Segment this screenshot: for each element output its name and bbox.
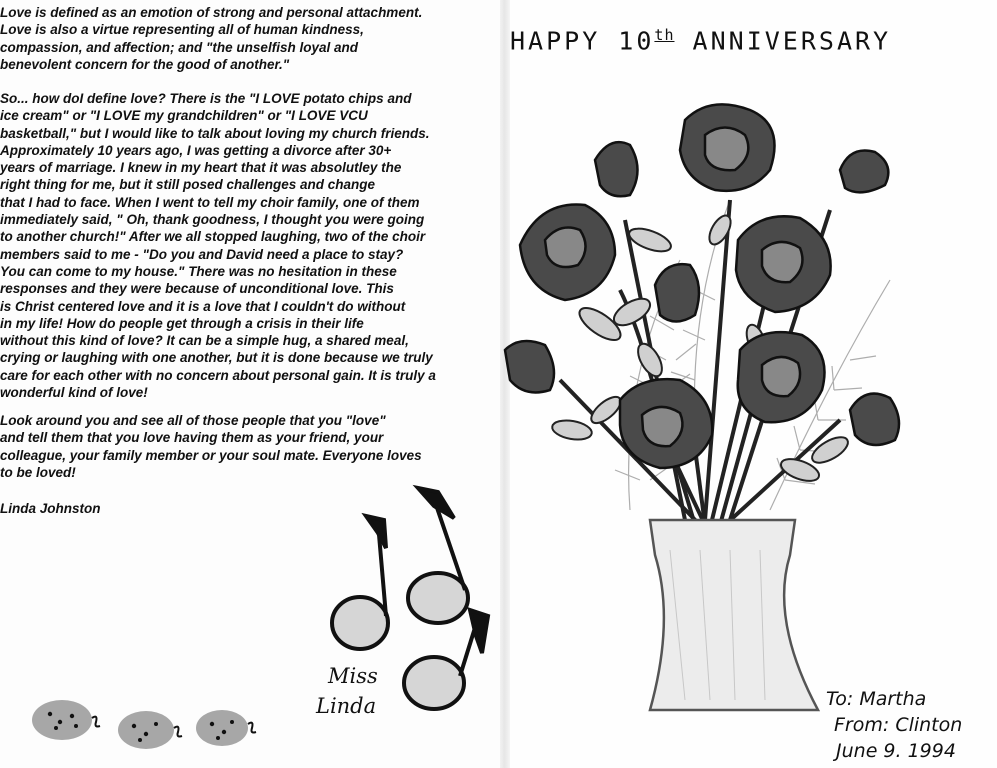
note-flag-2	[418, 488, 454, 518]
rose-right-middle	[736, 216, 831, 312]
note-head-1	[332, 597, 388, 649]
note-date-line: June 9. 1994	[836, 740, 956, 762]
rose-left-large	[520, 205, 615, 301]
rose-bud-far-left	[505, 341, 554, 392]
letter-paragraph-2: So... how doI define love? There is the "I LOVE potato chips and ice cream" or "I LOVE my grandchildren" or "I LOVE VCU basketball," but I would like to talk about loving my church friends. Approximately 10 years ago, I was getting a divorce after 30+ years of marriage. I knew in my heart that it was absolutley the right thing for me, but it still posed challenges and change that I had to face. When I went to tell my choir family, one of them immediately said, " Oh, thank goodness, I thought you were going to another church!" After we all stopped laughing, two of the choir members said to me - "Do you and David need a place to stay? You can come to my house." There was no hesitation in these responses and they were because of unconditional love. This is Christ centered love and it is a love that I couldn't do without in my life! How do people get through a crisis in their life without this kind of love? It can be a simple hug, a shared meal, crying or laughing with one another, but it is done because we truly care for each other with no concern about personal gain. It is truly a wonderful kind of love!	[0, 91, 436, 401]
rose-blooms	[505, 104, 899, 468]
rose-right-lower	[738, 332, 825, 422]
rose-top-center	[680, 104, 775, 190]
letter-paragraph-1: Love is defined as an emotion of strong and personal attachment. Love is also a virtue representing all of human kindness, compassion, and affection; and "the unselfish loyal and benevolent concern for the good of another."	[0, 5, 423, 72]
note-head-2	[408, 573, 468, 623]
heading-text-start: HAPPY 10	[510, 26, 655, 56]
anniversary-heading	[510, 26, 891, 55]
thumbprint-3	[196, 710, 248, 746]
note-head-3	[404, 657, 464, 709]
letter-paragraph-3: Look around you and see all of those people that you "love" and tell them that you love having them as your friend, your colleague, your family member or your soul mate. Everyone loves to be loved!	[0, 413, 422, 480]
heading-superscript: th	[654, 26, 675, 44]
thumbprint-1	[32, 700, 92, 740]
thumbprint-bugs	[28, 692, 268, 752]
rose-bouquet-drawing	[500, 80, 920, 720]
note-flag-1	[366, 516, 386, 548]
rose-center-lower	[620, 379, 712, 468]
rose-bud-top-left	[595, 142, 638, 196]
note-from-line: From: Clinton	[834, 714, 963, 736]
rose-bud-center	[655, 264, 699, 321]
rose-bud-top-right	[840, 150, 888, 192]
drawing-name-line-2: Linda	[316, 694, 377, 718]
note-to-line: To: Martha	[826, 688, 927, 710]
letter-signature: Linda Johnston	[0, 501, 101, 516]
thumbprint-2	[118, 711, 174, 749]
rose-bud-far-right	[850, 394, 899, 445]
drawing-name-line-1: Miss	[328, 664, 378, 688]
heading-text-end: ANNIVERSARY	[674, 26, 892, 56]
